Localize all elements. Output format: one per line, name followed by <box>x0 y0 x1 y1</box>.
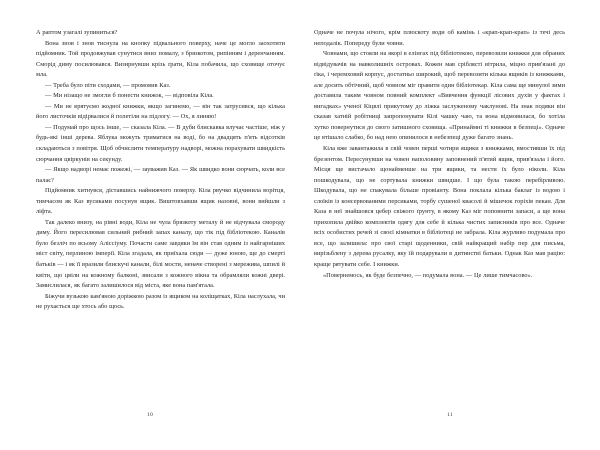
page-right-textblock <box>314 28 565 281</box>
paragraph: «Повернемось, як буде безпечно, — подумала вона. — Це лише тимчасово». <box>323 271 533 279</box>
page-number-right: 11 <box>447 412 453 418</box>
paragraph: — Ми не врятуємо жодної книжки, якщо загинемо, — він так затрусився, що кілька його листочків відірвалися й полетіли на підлогу. — Ох, я линяю! <box>36 102 285 121</box>
paragraph: — Ми нізащо не змогли б понести книжок, — відповіла Кіла. <box>45 92 214 100</box>
paragraph: Підйомник хитнувся, діставшись найнижчого поверху. Кіла рвучко відчинила ворітця, тимчасом як Каз вусиками посунув ящик. Виштовхавши ящик назовні, вони вийшли з ліфта. <box>36 187 285 216</box>
paragraph: Одначе не почула нічого, крім плюскоту води об камінь і «крап-крап-крап» із течі десь неподалік. Попереду були човни. <box>314 29 565 47</box>
paragraph: Човнами, що стояли на якорі в елінгах під бібліотекою, перевозили книжки для обраних відвідувачів на навколишніх островах. Кожен мав сріблясті вітрила, міцно прив'язані до ґіка, і черемховий корпус, достатньо широкий, щоб перевозити кілька ящиків із книжками, але досить обтічний, щоб човном міг правити один бібліотекар. Кіла сама ще минулої зими доставила таким човном повний комплект «Вивчення функції лісових духів у фактах і вигадках» ученої Кіцвлі прикутому до ліжка заслуженому чаклунові. На знак подяки він сказав хатній робітниці запропонувати Кілі чашку чаю, та вона відмовилася, бо хотіла хутко повернутися до свого затишного сховища. «Принаймні ті книжки в безпеці». Одначе це втішало слабко, бо над нею опинилося в небезпеці дуже багато знань. <box>314 50 565 142</box>
page-number-left: 10 <box>147 412 153 418</box>
paragraph: Вона знов і знов тиснула на кнопку підвального поверху, наче це могло заохотити підйомник. Той продовжував сунутися вниз помалу, з брязкотом, рипінням і деренчанням. Сморід диму посилювався. Визирнувши крізь ґрати, Кіла побачила, що сховище оточує мла. <box>36 39 285 79</box>
page-left-textblock <box>36 28 285 313</box>
paragraph: А раптом узагалі зупиниться? <box>36 29 118 36</box>
paragraph: Кіла вже завантажила в свій човен перші чотири ящики з книжками, вмостивши їх під брезентом. Пересунувши на човен наполовину заповнений п'ятий ящик, прив'язала і його. Місця ще вистачало щонайменше на три ящики, та нести їх було ніколи. Кіла пошкодувала, що не сортувала книжки швидше. І що була такою перебірливою. Шкодувала, що не спакувала більше провіанту. Вона поклала кілька баклаг із водою і слоїків із консервованими персиками, торбу сушеної квасолі й мішечок горіхів пекан. Для Каза в неї знайшовся цебер свіжого ґрунту, в якому Каз міг поповнити запаси, а ще вона прихопила двійко комплектів одягу для себе й кілька чистих записників про все. Одначе всіх особистих речей зі своєї кімнатки в бібліотеці не забрала. Кіла журливо подумала про все, що залишила: про свої старі щоденники, свій найкращий набір пер для письма, вирізьблену з дерева русалку, яку їй подарували в дитинстві батьки. Однак Каз мав рацію: краще рятувати себе. І книжки. <box>314 145 565 269</box>
page-right <box>300 0 600 450</box>
paragraph: Так далеко внизу, на рівні води, Кіла не чула брязкоту металу й не відчувала смороду диму. Його пересилював сильний рибний запах каналу, що тік під бібліотекою. Каналів було безліч по всьому Аліссіуму. Почасти саме завдяки їм він став одним із найгарніших міст світу, перлиною імперії. Кіла згадала, як приїхала сюди — дуже юною, ще до смерті батьків — і як її вразили блискучі канали, білі мости, неначе створені з мережива, шпилі й квіти, що цвіли на кожному балконі, звисали з кожного вікна та обрамляли кожні двері. Замислилася, як багато залишилося від міста, яке вона пам'ятала. <box>36 218 285 290</box>
paragraph: — Подумай про щось інше, — сказала Кіла. — В дуби блискавка влучає частіше, ніж у будь-які інші дерева. Яблука можуть триматися на воді, бо на двадцять п'ять відсотків складаються з повітря. Щоб обчислити температуру надворі, можна порахувати швидкість сюрчання цвіркунів на секунду. <box>36 123 285 163</box>
paragraph: — Треба було піти сходами, — промовив Каз. <box>45 81 171 89</box>
paragraph: — Якщо надворі немає пожежі, — зауважив Каз. — Як швидко вони сюрчать, коли все палає? <box>36 166 285 184</box>
paragraph: Біжучи вузькою кам'яною доріжкою разом із ящиком на коліщатках, Кіла наслухала, чи не рухається ще хтось або щось. <box>36 292 285 311</box>
